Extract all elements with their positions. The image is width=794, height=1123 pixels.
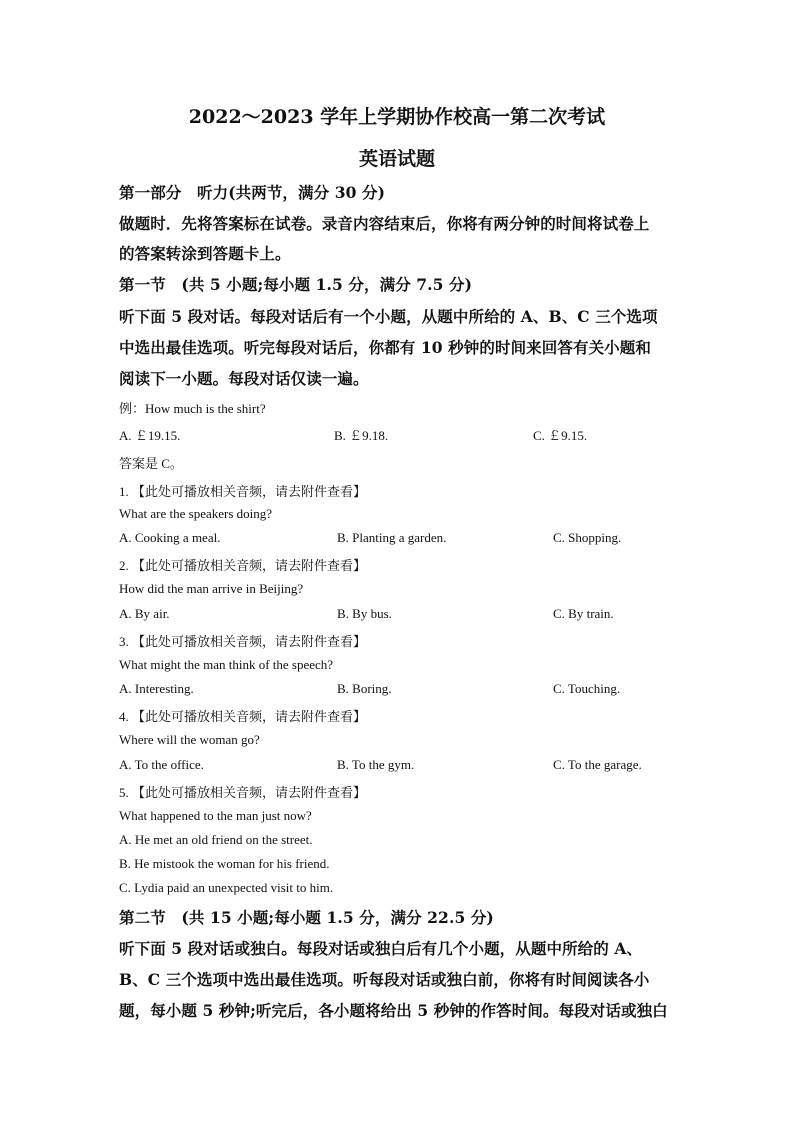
question-4-option-c: C. To the garage.: [553, 757, 642, 772]
question-5-option-b: B. He mistook the woman for his friend.: [119, 856, 330, 871]
part1-heading: 第一部分 听力(共两节，满分 30 分): [119, 183, 386, 202]
question-1-option-c: C. Shopping.: [553, 530, 622, 545]
example-question: 例：How much is the shirt?: [119, 401, 266, 416]
example-option-a: A. ￡19.15.: [119, 428, 181, 443]
example-answer: 答案是 C。: [119, 456, 183, 471]
example-option-c: C. ￡9.15.: [533, 428, 588, 443]
question-2-option-c: C. By train.: [553, 606, 614, 621]
section1-instr-line2: 中选出最佳选项。听完每段对话后，你都有 10 秒钟的时间来回答有关小题和: [119, 338, 651, 357]
question-3-number: 3. 【此处可播放相关音频，请去附件查看】: [119, 634, 367, 649]
section1-instr-line1: 听下面 5 段对话。每段对话后有一个小题，从题中所给的 A、B、C 三个选项: [119, 307, 658, 326]
question-2-text: How did the man arrive in Beijing?: [119, 581, 304, 596]
question-1-number: 1. 【此处可播放相关音频，请去附件查看】: [119, 484, 367, 499]
question-1-text: What are the speakers doing?: [119, 506, 273, 521]
question-5-option-a: A. He met an old friend on the street.: [119, 832, 313, 847]
question-5-number: 5. 【此处可播放相关音频，请去附件查看】: [119, 785, 367, 800]
question-4-text: Where will the woman go?: [119, 732, 260, 747]
exam-title: 2022～2023 学年上学期协作校高一第二次考试: [188, 106, 606, 128]
question-3-option-a: A. Interesting.: [119, 681, 194, 696]
question-3-option-b: B. Boring.: [337, 681, 392, 696]
part1-intro-line1: 做题时．先将答案标在试卷。录音内容结束后，你将有两分钟的时间将试卷上: [119, 214, 650, 233]
question-2-option-a: A. By air.: [119, 606, 170, 621]
section1-instr-line3: 阅读下一小题。每段对话仅读一遍。: [119, 369, 369, 388]
question-4-number: 4. 【此处可播放相关音频，请去附件查看】: [119, 709, 367, 724]
question-5-option-c: C. Lydia paid an unexpected visit to him.: [119, 880, 334, 895]
section2-instr-line1: 听下面 5 段对话或独白。每段对话或独白后有几个小题，从题中所给的 A、: [119, 939, 643, 958]
section2-heading: 第二节 (共 15 小题;每小题 1.5 分，满分 22.5 分): [119, 908, 494, 927]
section2-instr-line2: B、C 三个选项中选出最佳选项。听每段对话或独白前，你将有时间阅读各小: [119, 970, 650, 989]
section1-heading: 第一节 (共 5 小题;每小题 1.5 分，满分 7.5 分): [119, 275, 473, 294]
question-5-text: What happened to the man just now?: [119, 808, 312, 823]
question-4-option-a: A. To the office.: [119, 757, 204, 772]
question-3-option-c: C. Touching.: [553, 681, 621, 696]
part1-intro-line2: 的答案转涂到答题卡上。: [119, 244, 291, 263]
question-4-option-b: B. To the gym.: [337, 757, 415, 772]
question-3-text: What might the man think of the speech?: [119, 657, 334, 672]
section2-instr-line3: 题，每小题 5 秒钟;听完后，各小题将给出 5 秒钟的作答时间。每段对话或独白: [119, 1001, 668, 1020]
question-2-option-b: B. By bus.: [337, 606, 392, 621]
question-1-option-a: A. Cooking a meal.: [119, 530, 221, 545]
question-1-option-b: B. Planting a garden.: [337, 530, 447, 545]
example-option-b: B. ￡9.18.: [334, 428, 389, 443]
exam-subtitle: 英语试题: [358, 148, 435, 170]
question-2-number: 2. 【此处可播放相关音频，请去附件查看】: [119, 558, 367, 573]
